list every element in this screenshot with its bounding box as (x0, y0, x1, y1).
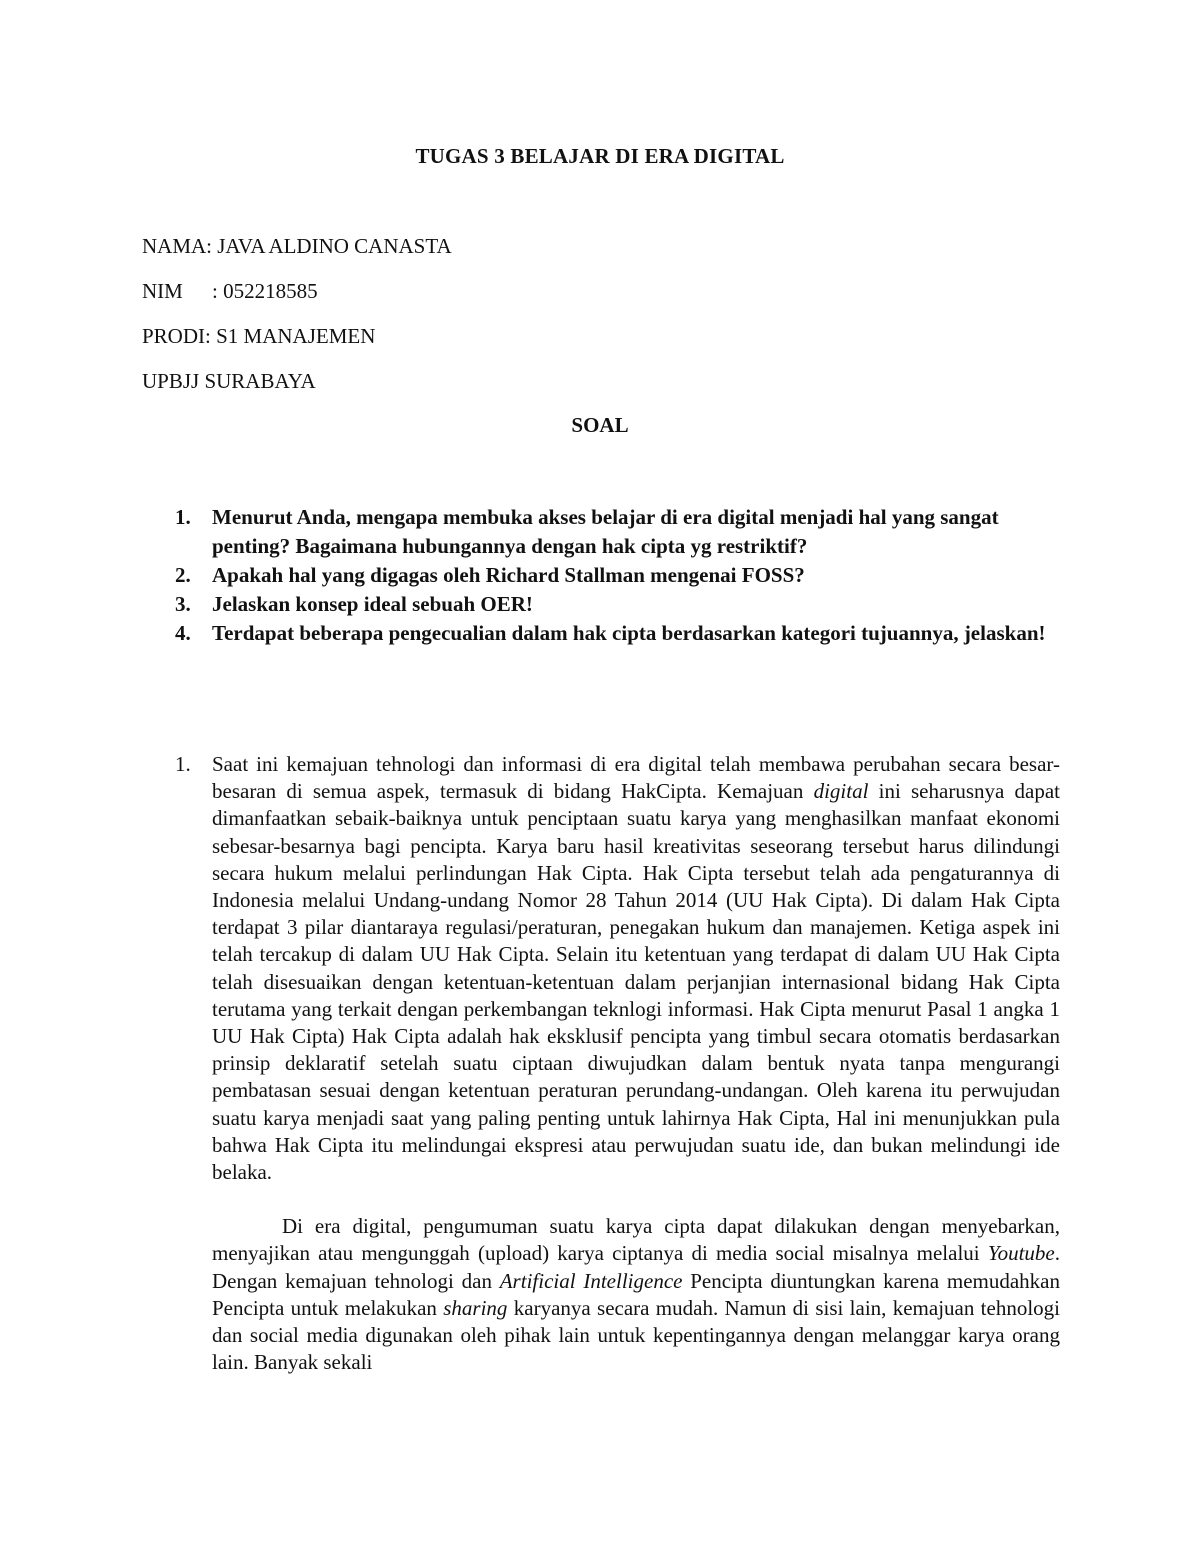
question-number: 3. (175, 592, 191, 616)
answer-text-italic: sharing (443, 1295, 508, 1320)
question-text: Jelaskan konsep ideal sebuah OER! (212, 592, 533, 616)
question-number: 4. (175, 621, 191, 645)
question-number: 1. (175, 505, 191, 529)
question-text: Apakah hal yang digagas oleh Richard Stallman mengenai FOSS? (212, 563, 805, 587)
question-item (142, 590, 1062, 619)
answer-1 (142, 751, 1060, 1376)
question-item (142, 619, 1062, 648)
student-name: NAMA: JAVA ALDINO CANASTA (142, 234, 452, 258)
question-item (142, 503, 1062, 561)
answer-text: ini seharusnya dapat dimanfaatkan sebaik-baiknya untuk penciptaan suatu karya yang menghasilkan manfaat ekonomi sebesar-besarnya bagi pencipta. Karya baru hasil kreativitas seseorang tersebut harus dilindungi secara hukum melalui perlindungan Hak Cipta. Hak Cipta tersebut telah ada pengaturannya di Indonesia melalui Undang-undang Nomor 28 Tahun 2014 (UU Hak Cipta). Di dalam Hak Cipta terdapat 3 pilar diantaraya regulasi/peraturan, penegakan hukum dan manajemen. Ketiga aspek ini telah tercakup di dalam UU Hak Cipta. Selain itu ketentuan yang terdapat di dalam UU Hak Cipta telah disesuaikan dengan ketentuan-ketentuan dalam perjanjian internasional bidang Hak Cipta terutama yang terkait dengan perkembangan teknlogi informasi. Hak Cipta menurut Pasal 1 angka 1 UU Hak Cipta) Hak Cipta adalah hak eksklusif pencipta yang timbul secara otomatis berdasarkan prinsip deklaratif setelah suatu ciptaan diwujudkan dalam bentuk nyata tanpa mengurangi pembatasan sesuai dengan ketentuan peraturan perundang-undangan. Oleh karena itu perwujudan suatu karya menjadi saat yang paling penting untuk lahirnya Hak Cipta, Hal ini menunjukkan pula bahwa Hak Cipta itu melindungai ekspresi atau perwujudan suatu ide, dan bukan melindungi ide belaka. (212, 779, 1060, 1185)
answer-text-italic: Youtube (987, 1241, 1055, 1266)
answer-text: Saat ini kemajuan tehnologi dan informasi di era digital telah membawa perubahan secara besar-besaran di semua aspek, termasuk di bidang HakCipta. Kemajuan (212, 752, 1060, 804)
answer-text: Di era digital, pengumuman suatu karya cipta dapat dilakukan dengan menyebarkan, menyajikan atau mengunggah (upload) karya ciptanya di media social misalnya melalui (212, 1214, 1060, 1266)
question-item (142, 561, 1062, 590)
question-list (142, 503, 1062, 648)
student-nim (142, 279, 318, 304)
student-prodi: PRODI: S1 MANAJEMEN (142, 324, 376, 348)
answer-text-italic: digital (813, 779, 869, 804)
answer-text-italic: Artificial Intelligence (499, 1268, 683, 1293)
answer-text: Pencipta diuntungkan karena memudahkan Pencipta untuk melakukan (212, 1268, 1060, 1320)
soal-heading: SOAL (571, 413, 629, 437)
answer-paragraph-2 (142, 1213, 1060, 1376)
question-number: 2. (175, 563, 191, 587)
document-title: TUGAS 3 BELAJAR DI ERA DIGITAL (415, 144, 785, 168)
answer-text: . Dengan kemajuan tehnologi dan (212, 1241, 1060, 1293)
nim-value: : 052218585 (212, 279, 318, 303)
student-upbjj: UPBJJ SURABAYA (142, 369, 316, 393)
answer-paragraph-1 (142, 751, 1060, 1186)
nim-label: NIM (142, 279, 183, 303)
answer-text: karyanya secara mudah. Namun di sisi lain, kemajuan tehnologi dan social media digunakan oleh pihak lain untuk kepentingannya dengan melanggar karya orang lain. Banyak sekali (212, 1295, 1060, 1375)
question-text: Terdapat beberapa pengecualian dalam hak cipta berdasarkan kategori tujuannya, jelaskan! (212, 621, 1046, 645)
answer-number: 1. (175, 752, 191, 776)
question-text: Menurut Anda, mengapa membuka akses belajar di era digital menjadi hal yang sangat penting? Bagaimana hubungannya dengan hak cipta yg restriktif? (212, 505, 999, 558)
